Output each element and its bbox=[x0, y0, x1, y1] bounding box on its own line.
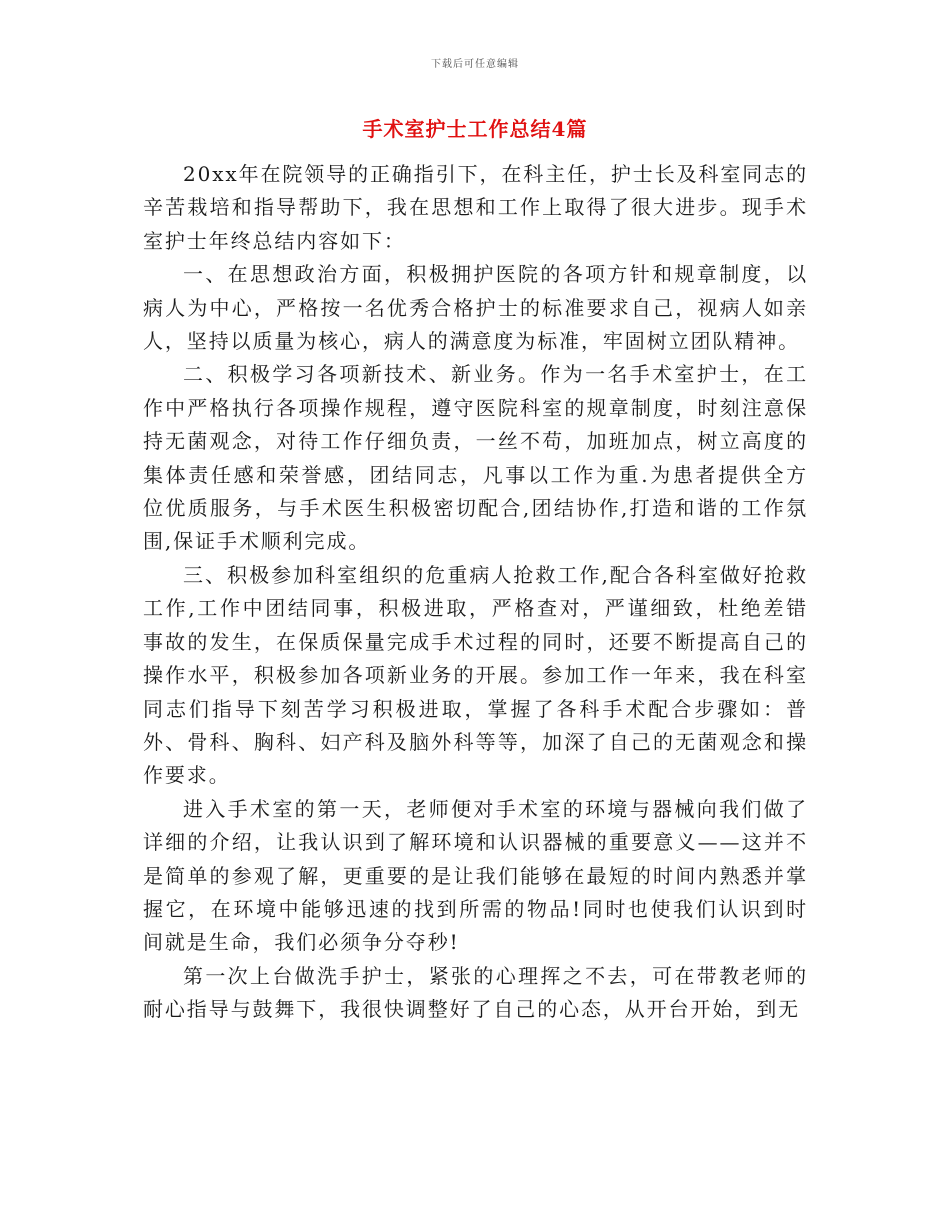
header-note: 下载后可任意编辑 bbox=[431, 59, 519, 70]
paragraph-political: 一、在思想政治方面，积极拥护医院的各项方针和规章制度，以病人为中心，严格按一名优秀合格护士的标准要求自己，视病人如亲人，坚持以质量为核心，病人的满意度为标准，牢固树立团队精神。 bbox=[143, 262, 808, 354]
document-body bbox=[143, 158, 808, 1027]
paragraph-intro: 20xx年在院领导的正确指引下，在科主任，护士长及科室同志的辛苦栽培和指导帮助下，我在思想和工作上取得了很大进步。现手术室护士年终总结内容如下： bbox=[143, 162, 809, 253]
paragraph-learning: 二、积极学习各项新技术、新业务。作为一名手术室护士，在工作中严格执行各项操作规程，遵守医院科室的规章制度，时刻注意保持无菌观念，对待工作仔细负责，一丝不苟，加班加点，树立高度的集体责任感和荣誉感，团结同志，凡事以工作为重.为患者提供全方位优质服务，与手术医生积极密切配合,团结协作,打造和谐的工作氛围,保证手术顺利完成。 bbox=[143, 362, 808, 554]
paragraph-first-scrub: 第一次上台做洗手护士，紧张的心理挥之不去，可在带教老师的耐心指导与鼓舞下，我很快调整好了自己的心态，从开台开始，到无 bbox=[143, 963, 808, 1022]
paragraph-rescue: 三、积极参加科室组织的危重病人抢救工作,配合各科室做好抢救工作,工作中团结同事，积极进取，严格查对，严谨细致，杜绝差错事故的发生，在保质保量完成手术过程的同时，还要不断提高自己的操作水平，积极参加各项新业务的开展。参加工作一年来，我在科室同志们指导下刻苦学习积极进取，掌握了各科手术配合步骤如：普外、骨科、胸科、妇产科及脑外科等等，加深了自己的无菌观念和操作要求。 bbox=[143, 562, 808, 788]
paragraph-first-day: 进入手术室的第一天，老师便对手术室的环境与器械向我们做了详细的介绍，让我认识到了解环境和认识器械的重要意义——这并不是简单的参观了解，更重要的是让我们能够在最短的时间内熟悉并掌握它，在环境中能够迅速的找到所需的物品!同时也使我们认识到时间就是生命，我们必须争分夺秒! bbox=[143, 796, 808, 955]
document-title: 手术室护士工作总结4篇 bbox=[362, 117, 588, 141]
